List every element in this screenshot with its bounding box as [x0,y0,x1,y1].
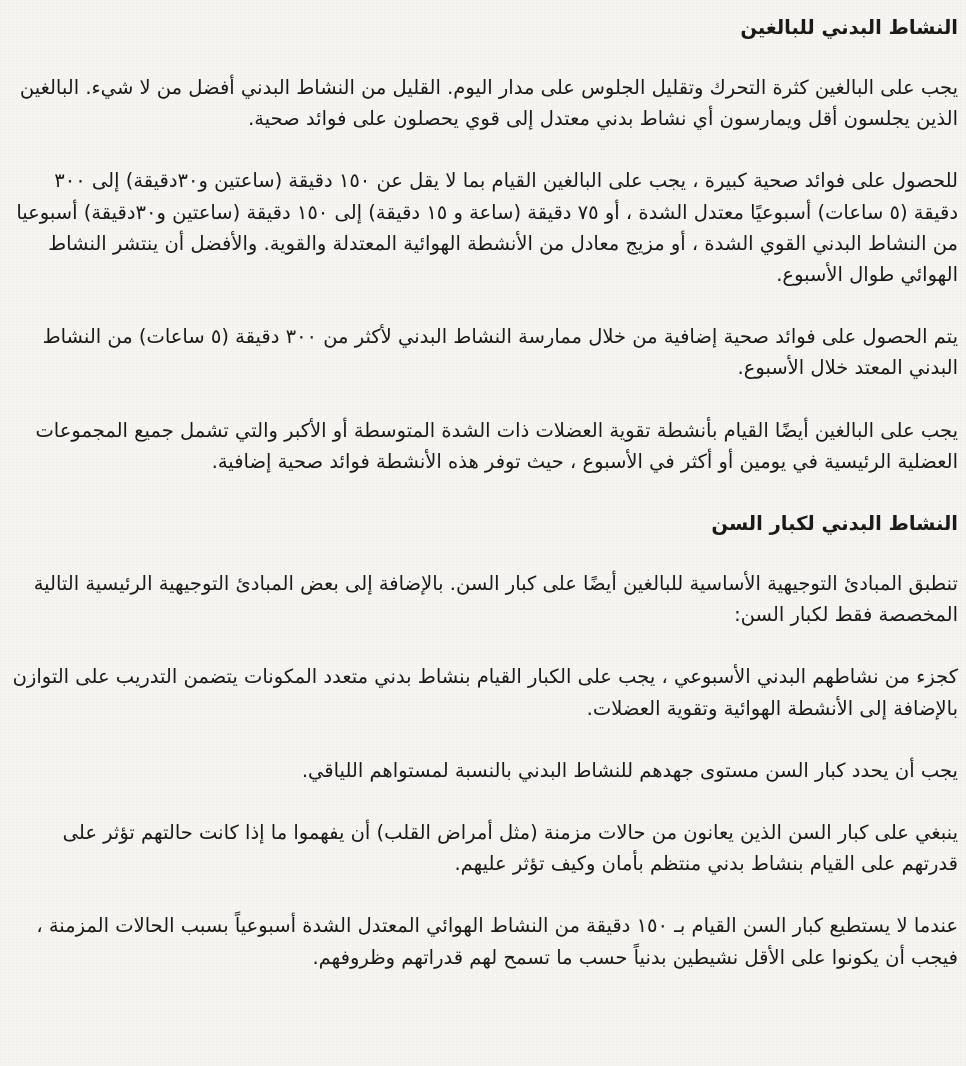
adults-paragraph-1: يجب على البالغين كثرة التحرك وتقليل الجلوس على مدار اليوم. القليل من النشاط البدني أفضل من لا شيء. البالغين الذين يجلسون أقل ويمارسون أي نشاط بدني معتدل إلى قوي يحصلون على فوائد صحية. [19,76,958,131]
older-adults-paragraph-1: تنطبق المبادئ التوجيهية الأساسية للبالغين أيضًا على كبار السن. بالإضافة إلى بعض المبادئ التوجيهية الرئيسية التالية المخصصة فقط لكبار السن: [33,572,958,627]
adults-paragraph-2: للحصول على فوائد صحية كبيرة ، يجب على البالغين القيام بما لا يقل عن ١٥٠ دقيقة (ساعتين و٣٠دقيقة) إلى ٣٠٠ دقيقة (٥ ساعات) أسبوعيًا معتدل الشدة ، أو ٧٥ دقيقة (ساعة و ١٥ دقيقة) إلى ١٥٠ دقيقة (ساعتين و٣٠دقيقة) أسبوعيا من النشاط البدني القوي الشدة ، أو مزيج معادل من الأنشطة الهوائية المعتدلة والقوية. والأفضل أن ينتشر النشاط الهوائي طوال الأسبوع. [16,169,958,287]
older-adults-paragraph-2: كجزء من نشاطهم البدني الأسبوعي ، يجب على الكبار القيام بنشاط بدني متعدد المكونات يتضمن التدريب على التوازن بالإضافة إلى الأنشطة الهوائية وتقوية العضلات. [12,665,958,720]
older-adults-paragraph-4: ينبغي على كبار السن الذين يعانون من حالات مزمنة (مثل أمراض القلب) أن يفهموا ما إذا كانت حالتهم تؤثر على قدرتهم على القيام بنشاط بدني منتظم بأمان وكيف تؤثر عليهم. [62,821,958,876]
adults-paragraph-4: يجب على البالغين أيضًا القيام بأنشطة تقوية العضلات ذات الشدة المتوسطة أو الأكبر والتي تشمل جميع المجموعات العضلية الرئيسية في يومين أو أكثر في الأسبوع ، حيث توفر هذه الأنشطة فوائد صحية إضافية. [35,418,958,473]
older-adults-paragraph-3: يجب أن يحدد كبار السن مستوى جهدهم للنشاط البدني بالنسبة لمستواهم اللياقي. [301,758,958,782]
older-adults-paragraph-5: عندما لا يستطيع كبار السن القيام بـ ١٥٠ دقيقة من النشاط الهوائي المعتدل الشدة أسبوعياً بسبب الحالات المزمنة ، فيجب أن يكونوا على الأقل نشيطين بدنياً حسب ما تسمح لهم قدراتهم وظروفهم. [36,914,958,969]
section-heading-adults: النشاط البدني للبالغين [740,16,958,39]
adults-paragraph-3: يتم الحصول على فوائد صحية إضافية من خلال ممارسة النشاط البدني لأكثر من ٣٠٠ دقيقة (٥ ساعات) من النشاط البدني المعتد خلال الأسبوع. [42,325,958,380]
section-heading-older-adults: النشاط البدني لكبار السن [711,512,958,536]
